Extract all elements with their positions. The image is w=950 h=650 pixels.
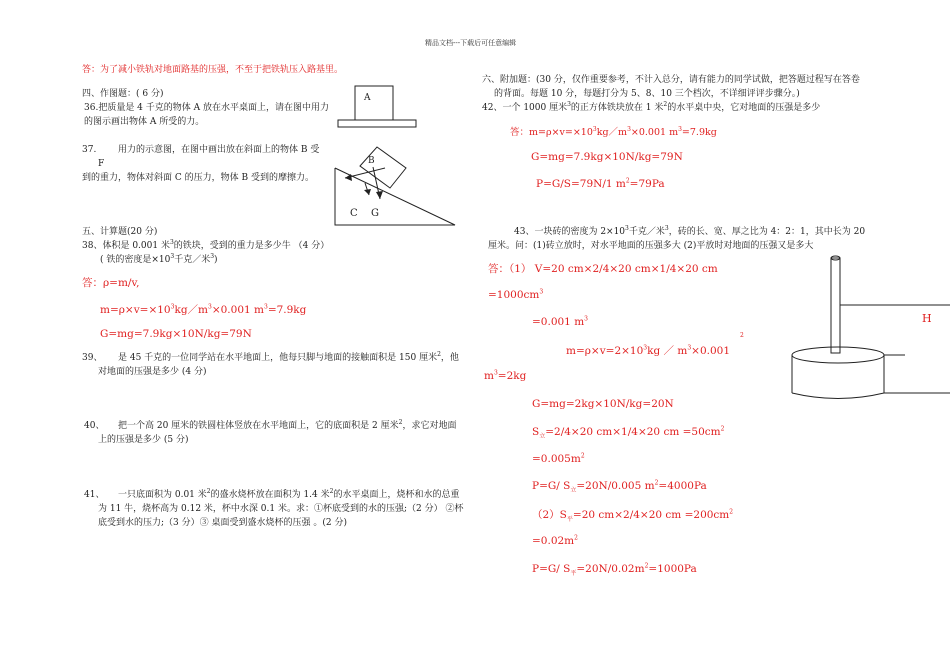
ans43-line12: P=G/ $S_平=20N/0.02m^2=1000Pa$ (532, 562, 697, 578)
q41-line2: 为 11 牛，烧杯高为 0.12 米，杯中水深 0.1 米。求：①杯底受到的水的压强;（2 分） ②杯 (98, 504, 464, 514)
q37-f-label: F (98, 159, 105, 169)
label-g: G (371, 208, 379, 219)
page-header: 精品文档---下载后可任意编辑 (425, 39, 517, 47)
q42-line: 42、一个 1000 厘米$^3$的正方体铁块放在 1 米$^2$的水平桌中央，它对地面的压强是多少 (482, 101, 821, 113)
q38-text2: 的铁块，受到的重力是多少牛 （4 分） (173, 241, 330, 251)
ans43-line8: $=0.005m^2$ (532, 452, 585, 465)
ans43-line5: $m^3=2kg$ (484, 369, 527, 382)
q41-number: 41、 (84, 490, 105, 500)
q39-line2: 对地面的压强是多少 (4 分) (98, 367, 207, 377)
q38-text: 38、体积是 0.001 米 (82, 241, 170, 251)
q38-line2: ( 铁的密度是$\times 10^3$千克／米$^3$) (100, 253, 218, 265)
q37-number: 37. (82, 145, 97, 155)
q41-line3: 底受到水的压力;（3 分）③ 桌面受到盛水烧杯的压强 。(2 分) (98, 518, 347, 528)
q41-line1: 一只底面积为 0.01 米$^2$的盛水烧杯放在面积为 1.4 米$^2$的水平桌面上，烧杯和水的总重 (118, 488, 460, 500)
section-5-title: 五、计算题(20 分) (82, 227, 158, 237)
section-6-line2: 的背面。每题 10 分，每题打分为 5、8、10 三个档次，不详细评评步骤分。) (494, 89, 800, 99)
ans43-line10: $(2)S_平=20$ cm×2/4×20 cm $=200cm^2$ (532, 508, 734, 524)
ans43-line3: =0.001 $m^3$ (532, 315, 588, 328)
q40-number: 40、 (84, 421, 105, 431)
ans38-line2: $m=\rho\times v=\times 10^3kg/m^3\times 0.001$ $m^3=7.9kg$ (100, 303, 307, 316)
q37-line1: 用力的示意图，在图中画出放在斜面上的物体 B 受 (118, 145, 320, 155)
ans43-line4: $m=\rho\times v=2\times 10^3kg$ ／ $m^3\times 0.001$ (566, 344, 731, 357)
ans42-line3: P=G/S=79N/1 $m^2=79Pa$ (536, 177, 665, 190)
q40-line1: 把一个高 20 厘米的铁圆柱体竖放在水平地面上，它的底面积是 2 厘米$^2$，求它对地面 (118, 419, 457, 431)
ans38-line3: G=mg=7.9kg×10N/kg=79N (100, 328, 252, 340)
q36-line1: 36.把质量是 4 千克的物体 A 放在水平桌面上，请在图中用力 (84, 103, 329, 113)
q36-line2: 的图示画出物体 A 所受的力。 (84, 117, 205, 127)
answer-railway: 答：为了减小铁轨对地面路基的压强，不至于把铁轨压入路基里。 (82, 65, 344, 75)
ans43-line11: $=0.02m^2$ (532, 534, 578, 547)
section-6-line1: 六、附加题：(30 分，仅作重要参考，不计入总分，请有能力的同学试做，把答题过程写在答卷 (482, 75, 860, 85)
ans42-line1: 答：$m=\rho\times v=\times 10^3kg/m^3\times 0.001$ $m^3=7.9kg$ (510, 125, 717, 138)
label-c: C (350, 208, 358, 219)
q38-density: ( 铁的密度是×10 (100, 255, 171, 265)
ans42-line2: G=mg=7.9kg×10N/kg=79N (531, 151, 683, 163)
block-a-label: A (364, 93, 371, 103)
block-b-label: B (368, 156, 375, 166)
q37-line2: 到的重力，物体对斜面 C 的压力，物体 B 受到的摩擦力。 (82, 173, 314, 183)
section-4-title: 四、作图题：( 6 分) (82, 89, 164, 99)
q39-number: 39、 (82, 353, 103, 363)
ans43-line9: P=G/ $S_立=20N/0.005$ $m^2=4000Pa$ (532, 479, 707, 495)
ans43-line2: $=1000cm^3$ (488, 288, 544, 301)
q40-line2: 上的压强是多少 (5 分) (98, 435, 189, 445)
ans43-line7: $S_立=2/4\times 20$ cm×1/4×20 cm $=50cm^2$ (532, 425, 725, 441)
q43-line1: 43、一块砖的密度为 $2\times 10^3$千克／米$^3$，砖的长、宽、厚之比为 4：2：1，其中长为 20 (514, 225, 866, 237)
ans43-floating-sup: 2 (740, 332, 744, 339)
q38-sup: 3 (169, 239, 174, 246)
ans43-line6: G=mg=2kg×10N/kg=20N (532, 398, 674, 410)
label-h: H (922, 312, 932, 325)
q39-line1: 是 45 千克的一位同学站在水平地面上，他每只脚与地面的接触面积是 150 厘米$^2$，他 (118, 351, 459, 363)
ans43-line1: 答：（1） V=20 cm×2/4×20 cm×1/4×20 cm (488, 263, 718, 275)
ans38-line1: 答：ρ=m/v, (82, 277, 140, 289)
q43-line2: 厘米。问：(1)砖立放时，对水平地面的压强多大 (2)平放时对地面的压强又是多大 (488, 241, 814, 251)
